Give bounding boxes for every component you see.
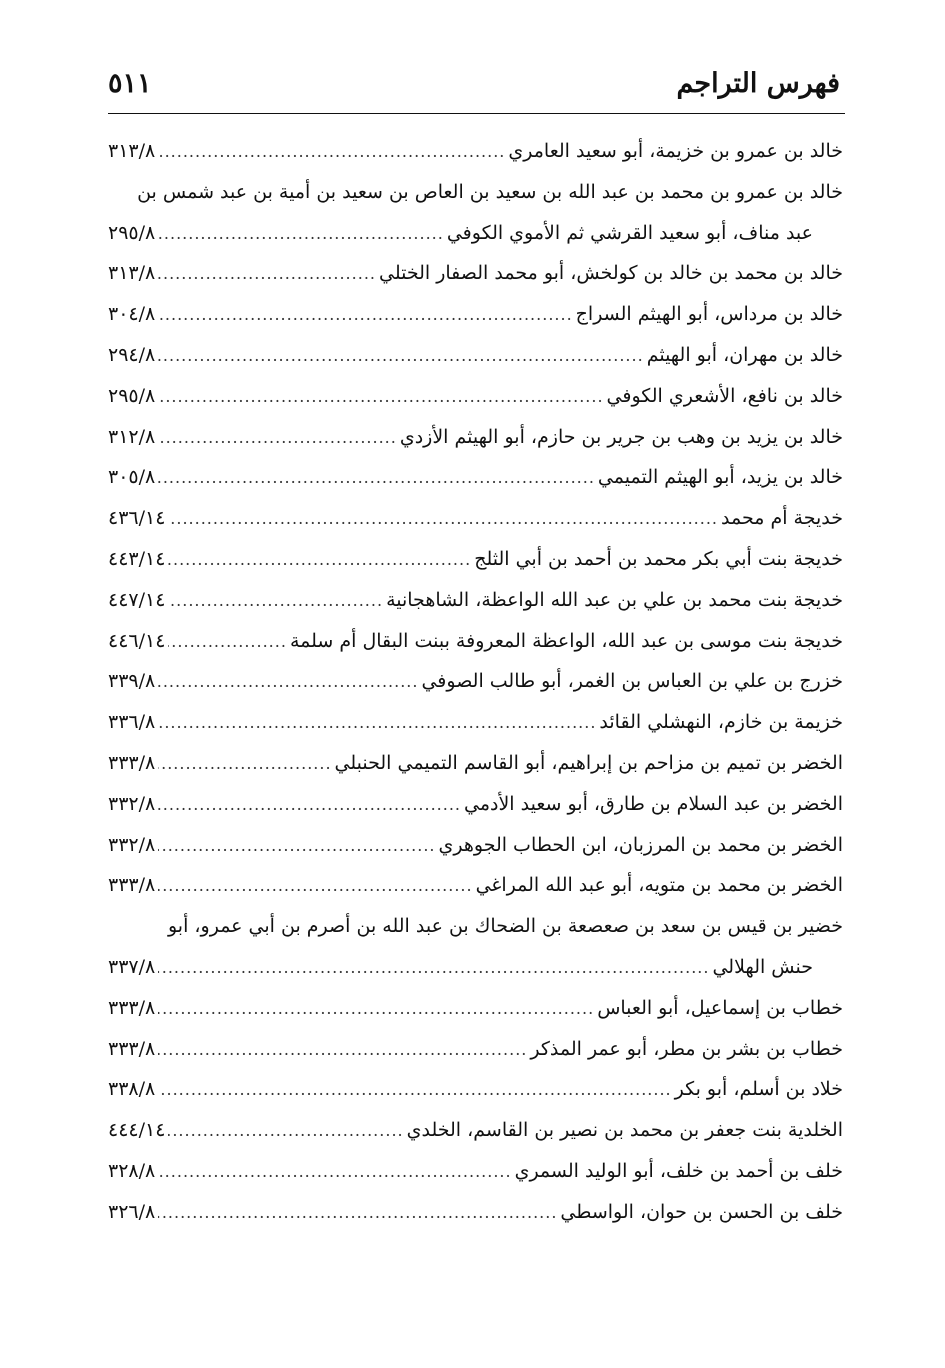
leader-dots [158, 295, 572, 336]
leader-dots [158, 336, 643, 377]
leader-dots [158, 377, 603, 418]
index-entry [108, 498, 843, 539]
entry-reference: ٣١٣/٨ [108, 262, 156, 285]
entry-reference: ٣٣٦/٨ [108, 711, 156, 734]
index-entry [108, 1192, 843, 1233]
entry-reference: ٣٠٥/٨ [108, 466, 156, 489]
index-entry [108, 335, 843, 376]
entry-reference: ٤٤٧/١٤ [108, 588, 166, 611]
leader-dots [158, 254, 376, 295]
index-entry [108, 580, 843, 621]
entry-name: خديجة بنت أبي بكر محمد بن أحمد بن أبي الثلج [474, 547, 843, 570]
page-title: فهرس التراجم [676, 68, 840, 99]
entry-name: خالد بن يزيد، أبو الهيثم التميمي [597, 466, 843, 489]
leader-dots [158, 662, 418, 703]
entry-name: خطاب بن بشر بن مطر، أبو عمر المذكر [530, 1037, 843, 1060]
leader-dots [158, 703, 596, 744]
leader-dots [168, 1111, 403, 1152]
page-header [108, 64, 840, 104]
index-entry [108, 865, 843, 906]
entry-reference: ٣٣٨/٨ [108, 1078, 156, 1101]
entry-name: خديجة بنت محمد بن علي بن عبد الله الواعظة، الشاهجانية [386, 588, 843, 611]
index-entry [108, 131, 843, 172]
entry-name: خديجة أم محمد [721, 507, 843, 530]
leader-dots [158, 744, 331, 785]
index-entry [108, 457, 843, 498]
index-entry [108, 661, 843, 702]
leader-dots [158, 418, 397, 459]
entry-name: الخلدية بنت جعفر بن محمد بن نصير بن القاسم، الخلدي [406, 1119, 843, 1142]
entry-name: الخضر بن تميم بن مزاحم بن إبراهيم، أبو القاسم التميمي الحنبلي [334, 751, 843, 774]
entry-name-line1: خضير بن قيس بن سعد بن صعصعة بن الضحاك بن عبد الله بن أصرم بن أبي عمرو، أبو [167, 915, 843, 938]
entry-name: خالد بن محمد بن خالد بن كولخش، أبو محمد الصفار الختلي [378, 262, 843, 285]
entry-name-line1: خالد بن عمرو بن محمد بن عبد الله بن سعيد بن العاص بن سعيد بن أمية بن عبد شمس بن [137, 180, 843, 203]
index-entry [108, 988, 843, 1029]
entry-reference: ٤٤٣/١٤ [108, 547, 166, 570]
entry-name: خلف بن الحسن بن حوان، الواسطي [560, 1200, 843, 1223]
entry-reference: ٣٣٣/٨ [108, 874, 156, 897]
index-entry [108, 1029, 843, 1070]
entry-name: خلاد بن أسلم، أبو بكر [674, 1078, 843, 1101]
entry-name: خالد بن نافع، الأشعري الكوفي [606, 384, 843, 407]
entry-reference: ٢٩٥/٨ [108, 221, 156, 244]
index-entry [108, 417, 843, 458]
index-entry [108, 1151, 843, 1192]
biography-index-list [108, 131, 843, 1233]
index-entry [108, 539, 843, 580]
leader-dots [168, 499, 718, 540]
leader-dots [158, 989, 594, 1030]
index-entry [108, 906, 843, 947]
entry-reference: ٣٣٣/٨ [108, 996, 156, 1019]
leader-dots [158, 948, 709, 989]
index-entry [108, 743, 843, 784]
index-entry [108, 825, 843, 866]
page-number: ٥١١ [108, 68, 152, 99]
entry-reference: ٣٣٣/٨ [108, 751, 156, 774]
leader-dots [168, 581, 383, 622]
entry-reference: ٣٢٨/٨ [108, 1159, 156, 1182]
leader-dots [158, 1070, 671, 1111]
leader-dots [158, 458, 595, 499]
entry-reference: ٣١٣/٨ [108, 140, 156, 162]
index-entry-continuation [108, 947, 843, 988]
entry-reference: ٣٣٧/٨ [108, 955, 156, 978]
entry-name: خالد بن عمرو بن خزيمة، أبو سعيد العامري [508, 140, 843, 162]
entry-name: خزيمة بن خازم، النهشلي القائد [599, 711, 843, 734]
index-entry [108, 1110, 843, 1151]
entry-name: الخضر بن عبد السلام بن طارق، أبو سعيد الأدمي [464, 792, 843, 815]
entry-reference: ٤٤٦/١٤ [108, 629, 166, 652]
entry-name: خالد بن يزيد بن وهب بن جرير بن حازم، أبو الهيثم الأزدي [399, 425, 843, 448]
entry-name: خلف بن أحمد بن خلف، أبو الوليد السمري [514, 1159, 843, 1182]
leader-dots [158, 1193, 557, 1234]
leader-dots [158, 1030, 527, 1071]
index-entry [108, 376, 843, 417]
entry-reference: ٣١٢/٨ [108, 425, 156, 448]
entry-name-line2: عبد مناف، أبو سعيد القرشي ثم الأموي الكوفي [446, 221, 813, 244]
header-rule [108, 113, 845, 114]
index-entry [108, 702, 843, 743]
entry-name: الخضر بن محمد بن المرزبان، ابن الحطاب الجوهري [438, 833, 843, 856]
entry-reference: ٣٣٢/٨ [108, 792, 156, 815]
entry-name: خزرج بن علي بن العباس بن الغمر، أبو طالب الصوفي [421, 670, 843, 693]
entry-reference: ٣٠٤/٨ [108, 303, 156, 326]
leader-dots [158, 826, 435, 867]
entry-reference: ٤٣٦/١٤ [108, 507, 166, 530]
leader-dots [158, 785, 461, 826]
entry-reference: ٢٩٥/٨ [108, 384, 156, 407]
entry-name: خطاب بن إسماعيل، أبو العباس [597, 996, 843, 1019]
entry-reference: ٣٢٦/٨ [108, 1200, 156, 1223]
index-entry [108, 1069, 843, 1110]
entry-name-line2: حنش الهلالي [712, 955, 813, 978]
leader-dots [168, 622, 287, 663]
index-entry [108, 621, 843, 662]
leader-dots [158, 1152, 511, 1193]
entry-reference: ٣٣٢/٨ [108, 833, 156, 856]
entry-name: الخضر بن محمد بن متويه، أبو عبد الله المراغي [475, 874, 843, 897]
index-entry [108, 172, 843, 213]
index-entry [108, 784, 843, 825]
index-entry [108, 294, 843, 335]
leader-dots [158, 132, 505, 173]
index-entry-continuation [108, 213, 843, 254]
entry-name: خديجة بنت موسى بن عبد الله، الواعظة المعروفة ببنت البقال أم سلمة [289, 629, 843, 652]
entry-name: خالد بن مهران، أبو الهيثم [646, 343, 843, 366]
index-entry [108, 253, 843, 294]
leader-dots [168, 540, 471, 581]
entry-reference: ٣٣٣/٨ [108, 1037, 156, 1060]
leader-dots [158, 214, 444, 255]
leader-dots [158, 866, 472, 907]
entry-name: خالد بن مرداس، أبو الهيثم السراج [575, 303, 843, 326]
entry-reference: ٣٣٩/٨ [108, 670, 156, 693]
entry-reference: ٢٩٤/٨ [108, 343, 156, 366]
entry-reference: ٤٤٤/١٤ [108, 1119, 166, 1142]
